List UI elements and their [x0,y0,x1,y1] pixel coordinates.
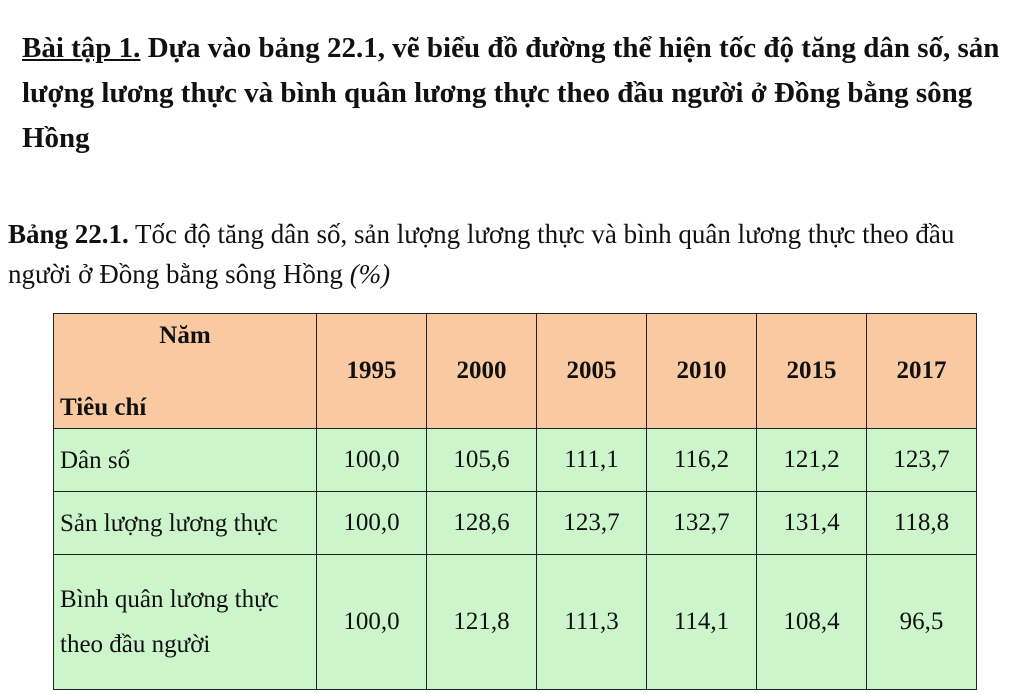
value-cell: 111,1 [537,429,647,492]
exercise-body: Dựa vào bảng 22.1, vẽ biểu đồ đường thể hiện tốc độ tăng dân số, sản lượng lương thực và bình quân lương thực theo đầu người ở Đồng bằng sông Hồng [22,32,1000,154]
value-cell: 100,0 [317,492,427,555]
value-cell: 128,6 [427,492,537,555]
value-cell: 100,0 [317,555,427,690]
value-cell: 132,7 [647,492,757,555]
value-cell: 121,8 [427,555,537,690]
criteria-header-label: Tiêu chí [60,394,147,421]
value-cell: 105,6 [427,429,537,492]
exercise-label: Bài tập 1. [22,32,141,64]
value-cell: 123,7 [537,492,647,555]
value-cell: 111,3 [537,555,647,690]
table-caption-unit: (%) [349,259,391,289]
table-row [54,555,977,690]
year-header-cell: 2010 [647,314,757,429]
table-row [54,429,977,492]
value-cell: 114,1 [647,555,757,690]
year-header-cell: 1995 [317,314,427,429]
criteria-cell: Dân số [54,429,317,492]
table-corner-cell [54,314,317,429]
year-header-label: Năm [159,322,211,349]
value-cell: 118,8 [867,492,977,555]
data-table [53,313,977,690]
table-header-row [54,314,977,429]
year-header-cell: 2005 [537,314,647,429]
value-cell: 100,0 [317,429,427,492]
table-caption [8,214,1013,294]
value-cell: 131,4 [757,492,867,555]
exercise-text [22,26,1012,161]
criteria-cell: Sản lượng lương thực [54,492,317,555]
year-header-cell: 2017 [867,314,977,429]
table-row [54,492,977,555]
year-header-cell: 2000 [427,314,537,429]
value-cell: 123,7 [867,429,977,492]
value-cell: 121,2 [757,429,867,492]
table-caption-label: Bảng 22.1. [8,219,129,249]
table-caption-text: Tốc độ tăng dân số, sản lượng lương thực và bình quân lương thực theo đầu người ở Đồng bằng sông Hồng [8,219,955,289]
value-cell: 116,2 [647,429,757,492]
value-cell: 96,5 [867,555,977,690]
value-cell: 108,4 [757,555,867,690]
criteria-cell: Bình quân lương thực theo đầu người [54,555,317,690]
year-header-cell: 2015 [757,314,867,429]
